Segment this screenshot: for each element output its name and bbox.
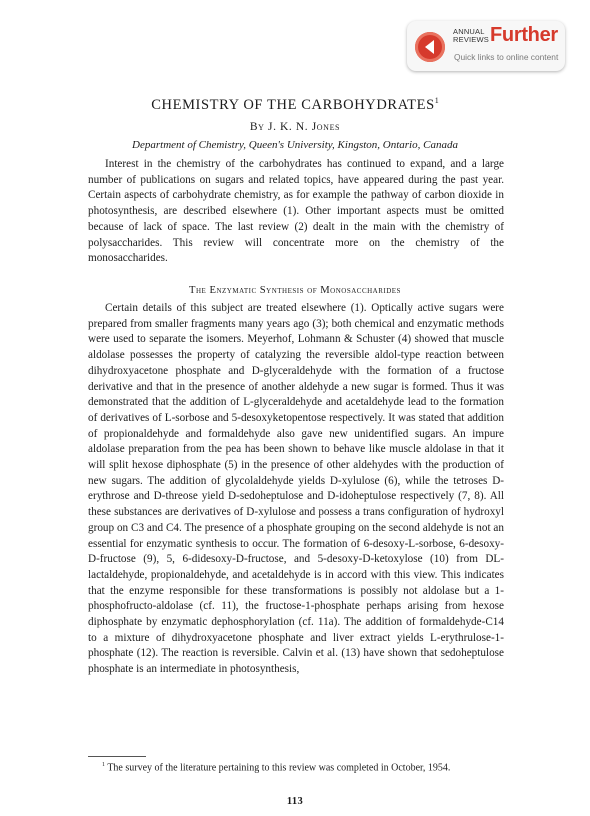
author-line: By J. K. N. Jones <box>249 121 341 133</box>
further-brand: Further <box>490 24 558 46</box>
section-heading: The Enzymatic Synthesis of Monosaccharides <box>189 285 401 296</box>
footnote-mark: 1 <box>102 762 105 768</box>
footnote-text: The survey of the literature pertaining to this review was completed in October, 1954. <box>107 762 451 774</box>
badge-line2: REVIEWS <box>453 35 489 44</box>
title-footnote-mark: 1 <box>434 96 439 105</box>
affiliation: Department of Chemistry, Queen's University, Kingston, Ontario, Canada <box>132 139 458 151</box>
quick-links-text: Quick links to online content <box>454 52 559 62</box>
article-title-text: CHEMISTRY OF THE CARBOHYDRATES <box>151 96 435 113</box>
further-badge[interactable] <box>407 21 565 71</box>
section-paragraph: Certain details of this subject are treated elsewhere (1). Optically active sugars were prepared from smaller fragments many years ago (3); both chemical and enzymatic methods were used to separate the isomers. Meyerhof, Lohmann & Schuster (4) showed that muscle aldolase possesses the property of catalyzing the reversible aldol-type reaction between dihydroxyacetone phosphate and D-glyceraldehyde with the formation of a fructose derivative and that in the presence of another aldehyde a new sugar is formed. Thus it was demonstrated that the addition of L-glyceraldehyde and acetaldehyde lead to the formation of derivatives of L-sorbose and 5-desoxyketopentose respectively. It was stated that addition of propionaldehyde and formaldehyde also gave new unidentified sugars. An impure aldolase preparation from the pea has been shown to behave like muscle aldolase in that it will split hexose diphosphate (5) in the presence of other aldehydes with the production of new sugars. The addition of glycolaldehyde yields D-xylulose (6), while the tetroses D-erythrose and D-threose yield D-sedoheptulose and D-idoheptulose respectively (7, 8). All these substances are derivatives of D-xylulose and possess a trans configuration of hydroxyl group on C3 and C4. The presence of a phosphate grouping on the second aldehyde is not an essential for enzymatic synthesis to occur. The formation of 6-desoxy-L-sorbose, 6-desoxy-D-fructose (9), 5, 6-didesoxy-D-fructose, and 5-desoxy-D-ketoxylose (10) from DL-lactaldehyde, propionaldehyde, and acetaldehyde is in accord with this view. This indicates that the enzyme responsible for these transformations is possibly not aldolase but a 1-phosphofructo-aldolase (cf. 11), the fructose-1-phosphate perhaps arising from hexose diphosphate by enzymatic dephosphorylation (cf. 11a). The addition of formaldehyde-C14 to a mixture of dihydroxyacetone phosphate and liver extract yields L-erythrulose-1-phosphate (12). The reaction is reversible. Calvin et al. (13) have shown that sedoheptulose phosphate is an intermediate in photosynthesis, <box>88 302 504 676</box>
footnote <box>88 759 504 775</box>
badge-line1: ANNUAL <box>453 27 485 36</box>
article-title <box>0 96 590 114</box>
page-number: 113 <box>286 796 304 807</box>
arrow-circle-icon <box>415 32 445 62</box>
footnote-divider <box>88 756 146 757</box>
intro-paragraph: Interest in the chemistry of the carbohydrates has continued to expand, and a large number of publications on sugars and related topics, have appeared during the past year. Certain aspects of carbohydrate chemistry, as for example the pathway of carbon dioxide in photosynthesis, are described elsewhere (1). Other important aspects must be omitted because of lack of space. The last review (2) dealt in the main with the chemistry of polysaccharides. This review will concentrate more on the chemistry of the monosaccharides. <box>88 158 504 265</box>
annual-reviews-label <box>453 28 489 44</box>
